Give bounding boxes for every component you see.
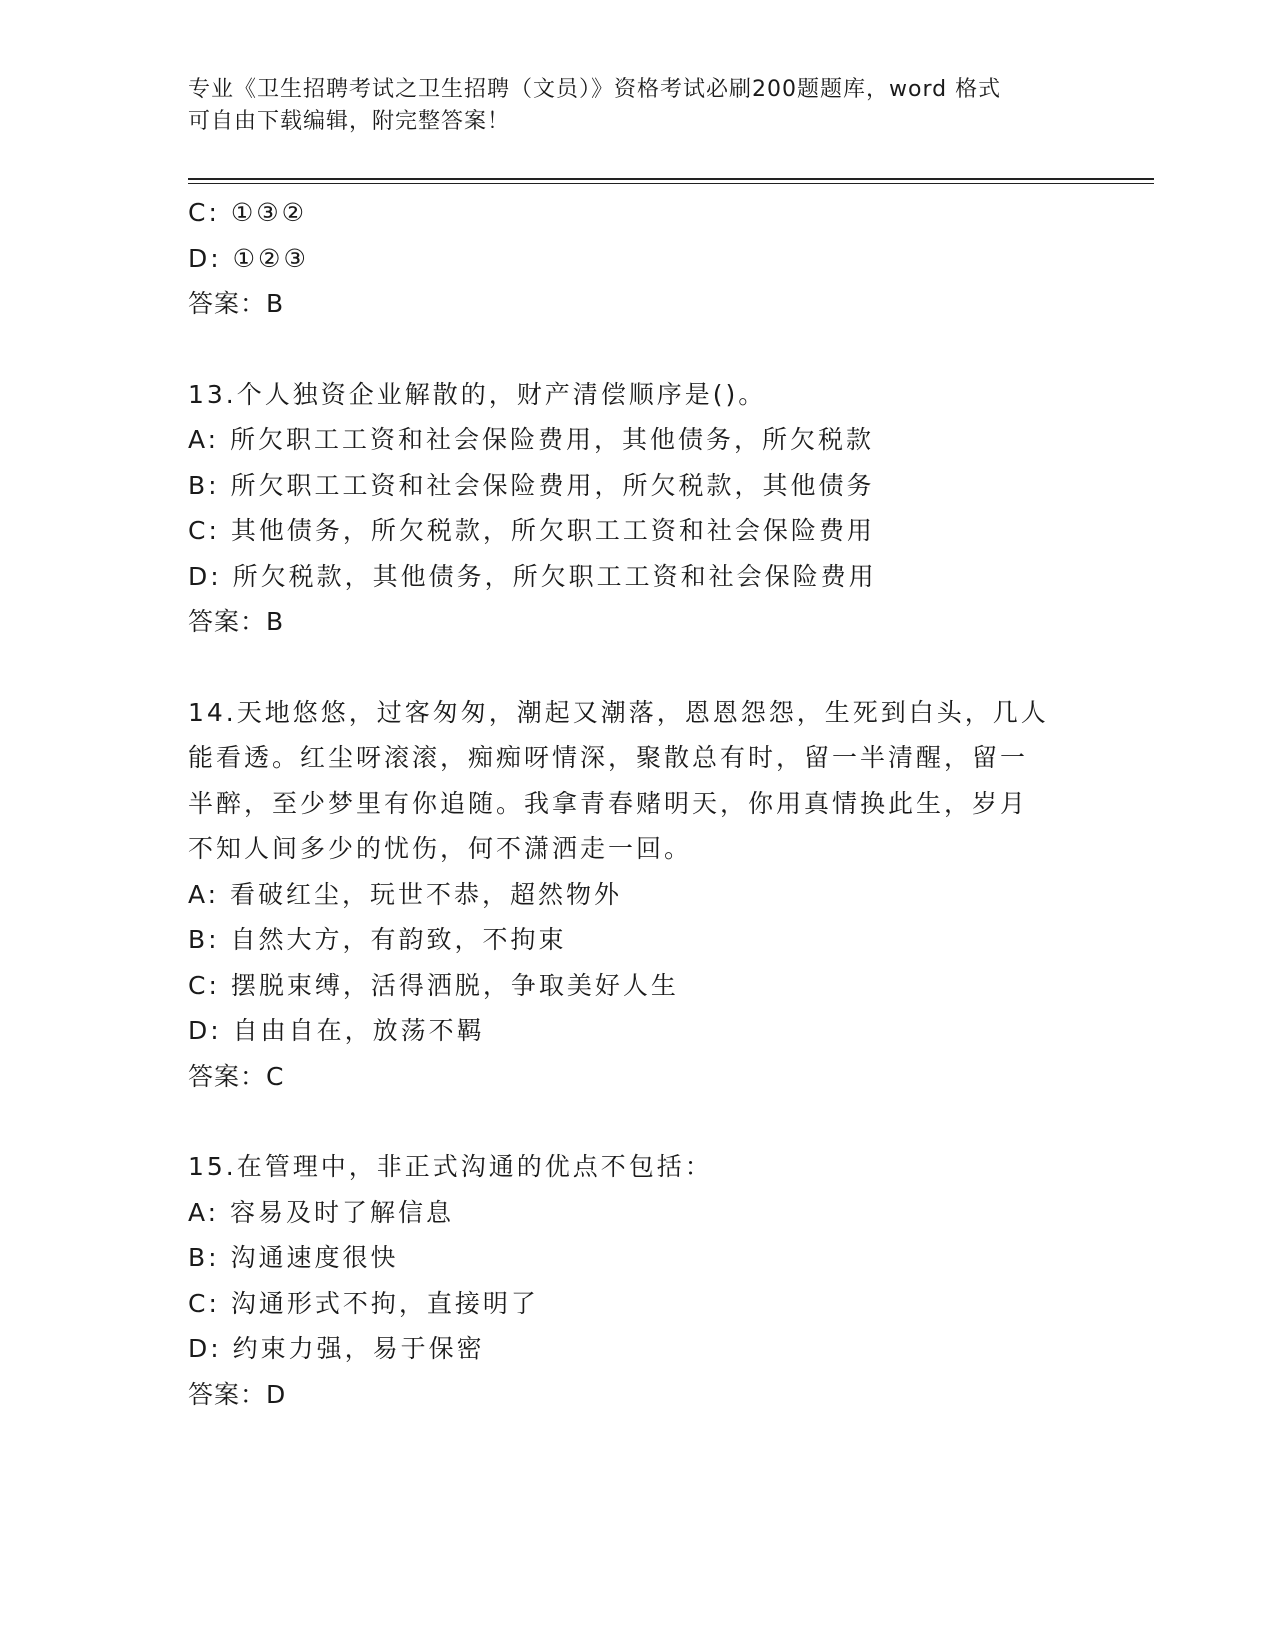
option-b: B: 自然大方，有韵致，不拘束 bbox=[188, 925, 567, 954]
option-a: A: 看破红尘，玩世不恭，超然物外 bbox=[188, 879, 623, 909]
question-12-tail bbox=[188, 190, 1088, 327]
option-d: D: 约束力强，易于保密 bbox=[188, 1334, 485, 1363]
option-a: A: 所欠职工工资和社会保险费用，其他债务，所欠税款 bbox=[188, 425, 875, 454]
header-divider-thick bbox=[188, 178, 1154, 180]
question-text bbox=[188, 690, 1088, 872]
option-d: D: 自由自在，放荡不羁 bbox=[188, 1016, 485, 1045]
option-c: C: 其他债务，所欠税款，所欠职工工资和社会保险费用 bbox=[188, 516, 875, 545]
header-line-1: 专业《卫生招聘考试之卫生招聘（文员）》资格考试必刷200题题库，word 格式 bbox=[188, 77, 1002, 102]
option-c: C: ①③② bbox=[188, 198, 308, 227]
option-d: D: 所欠税款，其他债务，所欠职工工资和社会保险费用 bbox=[188, 561, 877, 591]
question-text: 15.在管理中，非正式沟通的优点不包括： bbox=[188, 1152, 713, 1181]
question-text: 13.个人独资企业解散的，财产清偿顺序是()。 bbox=[188, 379, 767, 409]
question-text-line: 14.天地悠悠，过客匆匆，潮起又潮落，恩恩怨怨，生死到白头，几人 bbox=[188, 697, 1049, 727]
header-line-2: 可自由下载编辑，附完整答案！ bbox=[188, 109, 511, 134]
question-list bbox=[188, 190, 1088, 1417]
question-text-line: 半醉，至少梦里有你追随。我拿青春赌明天，你用真情换此生，岁月 bbox=[188, 788, 1029, 818]
option-c: C: 摆脱束缚，活得洒脱，争取美好人生 bbox=[188, 970, 679, 1000]
question-15 bbox=[188, 1144, 1088, 1417]
header-divider-thin bbox=[188, 183, 1154, 184]
option-c: C: 沟通形式不拘，直接明了 bbox=[188, 1288, 539, 1318]
question-14 bbox=[188, 690, 1088, 1100]
document-header bbox=[188, 74, 1088, 138]
answer: 答案：B bbox=[188, 289, 285, 318]
option-b: B: 沟通速度很快 bbox=[188, 1243, 399, 1272]
answer: 答案：D bbox=[188, 1379, 287, 1409]
option-d: D: ①②③ bbox=[188, 243, 309, 273]
option-a: A: 容易及时了解信息 bbox=[188, 1197, 455, 1227]
question-text-line: 不知人间多少的忧伤，何不潇洒走一回。 bbox=[188, 834, 693, 863]
answer: 答案：C bbox=[188, 1061, 285, 1091]
option-b: B: 所欠职工工资和社会保险费用，所欠税款，其他债务 bbox=[188, 470, 875, 500]
question-text-line: 能看透。红尘呀滚滚，痴痴呀情深，聚散总有时，留一半清醒，留一 bbox=[188, 743, 1029, 772]
question-13 bbox=[188, 372, 1088, 645]
answer: 答案：B bbox=[188, 607, 285, 636]
